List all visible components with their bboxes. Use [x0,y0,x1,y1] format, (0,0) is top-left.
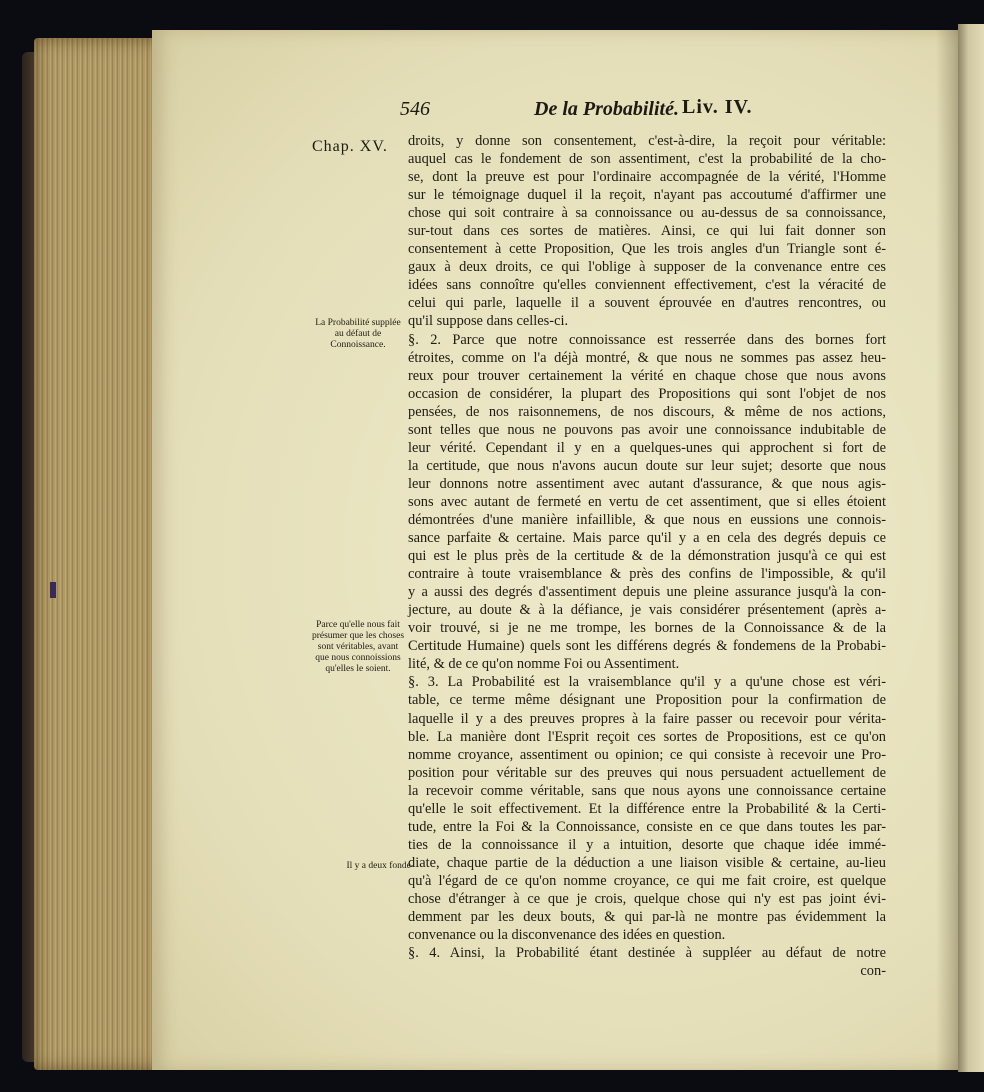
page-number: 546 [400,98,430,120]
text-line: laquelle il y a des preuves propres à la faire passer ou recevoir pour vérita- [408,710,886,727]
text-line: la recevoir comme véritable, sans que nous ayons une connoissance certaine [408,782,886,799]
text-line: leur donnons notre assentiment avec autant d'assurance, & que nous agis- [408,475,886,492]
book-label: Liv. IV. [682,96,753,118]
text-line: occasion de considérer, la plupart des Propositions qui sont l'objet de nos [408,385,886,402]
text-line: tude, entre la Foi & la Connoissance, consiste en ce que dans toutes les par- [408,818,886,835]
text-line: sance parfaite & certaine. Mais parce qu'il y a en cela des degrés depuis ce [408,530,886,547]
text-line: pensées, de nos raisonnemens, de nos discours, & même de nos actions, [408,403,886,420]
running-title: De la Probabilité. [534,98,679,120]
text-line: sur le témoignage duquel il la reçoit, n'ayant pas accoutumé d'affirmer une [408,187,886,204]
text-line: leur vérité. Cependant il y en a quelques-unes qui approchent si fort de [408,439,886,456]
text-line: étroites, comme on l'a déjà montré, & que nous ne sommes pas assez heu- [408,349,886,366]
text-line: lité, & de ce qu'on nomme Foi ou Assentiment. [408,656,680,673]
text-line: convenance ou la disconvenance des idées en question. [408,927,726,944]
facing-page-edge [958,24,984,1072]
text-line: con- [860,963,886,980]
running-header [400,96,820,126]
text-line: position pour véritable sur des preuves qui nous persuadent actuellement de [408,764,886,781]
text-line: chose qui soit contraire à sa connoissance ou au-dessus de sa connoissance, [408,205,886,222]
text-line: diate, chaque partie de la déduction a une liaison visible & certaine, au-lieu [408,854,886,871]
text-line: auquel cas le fondement de son assentiment, c'est la probabilité de la cho- [408,151,886,168]
text-line: §. 3. La Probabilité est la vraisemblance qu'il y a qu'une chose est véri- [408,674,886,691]
gutter-shadow [936,30,960,1070]
ink-mark [50,582,56,598]
text-line: sons avec autant de fermeté en vertu de cet assentiment, que si elles étoient [408,493,886,510]
text-line: droits, y donne son consentement, c'est-à-dire, la reçoit pour véritable: [408,133,886,149]
text-line: reux pour trouver certainement la vérité en chaque chose que nous avons [408,367,886,384]
text-line: démontrées d'une manière infaillible, & que nous en eussions une connois- [408,511,886,528]
text-line: contraire à toute vraisemblance & près des confins de l'impossible, & qu'il [408,566,886,583]
text-line: gaux à deux droits, ce qui l'oblige à supposer de la convenance entre ces [408,259,886,276]
text-line: jecture, au doute & à la défiance, je vais considérer présentement (après a- [408,602,886,619]
text-line: table, ce terme même désignant une Proposition pour la confirmation de [408,692,886,709]
margin-note: Il y a deux fonde- [346,861,414,871]
text-line: ties de la connoissance il y a intuition, desorte que chaque idée immé- [408,836,886,853]
text-line: nomme croyance, assentiment ou opinion; ce qui consiste à recevoir une Pro- [408,746,886,763]
text-line: §. 2. Parce que notre connoissance est resserrée dans des bornes fort [408,331,886,348]
text-line: voir trouvé, si je ne me trompe, les bornes de la Connoissance & de la [408,620,886,637]
text-line: sont telles que nous ne pouvons pas avoir une connoissance indubitable de [408,421,886,438]
text-line: qu'il suppose dans celles-ci. [408,313,569,330]
text-line: y a aussi des degrés d'assentiment depuis une pleine assurance jusqu'à la con- [408,584,886,601]
text-line: chose d'étranger à ce que je crois, quelque chose qui n'y est pas joint évi- [408,890,886,907]
text-line: qui est le plus près de la certitude & de la démonstration jusqu'à ce qui est [408,548,886,565]
page-block-edges [34,38,164,1070]
text-line: Certitude Humaine) quels sont les différens degrés & fondemens de la Probabi- [408,638,886,655]
margin-note: Parce qu'elle nous fait présumer que les choses sont véritables, avant que nous connoissions qu'elles le soient. [311,620,405,674]
text-line: qu'à l'égard de ce qu'on nomme croyance, ce qui me fait croire, est quelque [408,872,886,889]
chapter-label: Chap. XV. [312,138,388,155]
body-text [408,132,886,980]
text-line: ble. La manière dont l'Esprit reçoit ces sortes de Propositions, est ce qu'on [408,728,886,745]
text-line: demment par les deux bouts, & qui par-là ne montre pas évidemment la [408,909,886,926]
margin-note: La Probabilité supplée au défaut de Connoissance. [315,318,401,350]
text-line: §. 4. Ainsi, la Probabilité étant destinée à suppléer au défaut de notre [408,945,886,962]
text-line: sur-tout dans ces sortes de matières. Ainsi, ce qui lui fait donner son [408,223,886,240]
text-line: la certitude, que nous n'avons aucun doute sur leur sujet; desorte que nous [408,457,886,474]
text-line: consentement à cette Proposition, Que les trois angles d'un Triangle sont é- [408,241,886,258]
text-line: idées sans connoître qu'elles conviennent effectivement, c'est la véracité de [408,277,886,294]
text-line: qu'elle le soit effectivement. Et la différence entre la Probabilité & la Certi- [408,800,886,817]
text-line: celui qui parle, laquelle il a souvent éprouvée en d'autres rencontres, ou [408,295,886,312]
text-line: se, dont la preuve est pour l'ordinaire accompagnée de la vérité, l'Homme [408,169,886,186]
